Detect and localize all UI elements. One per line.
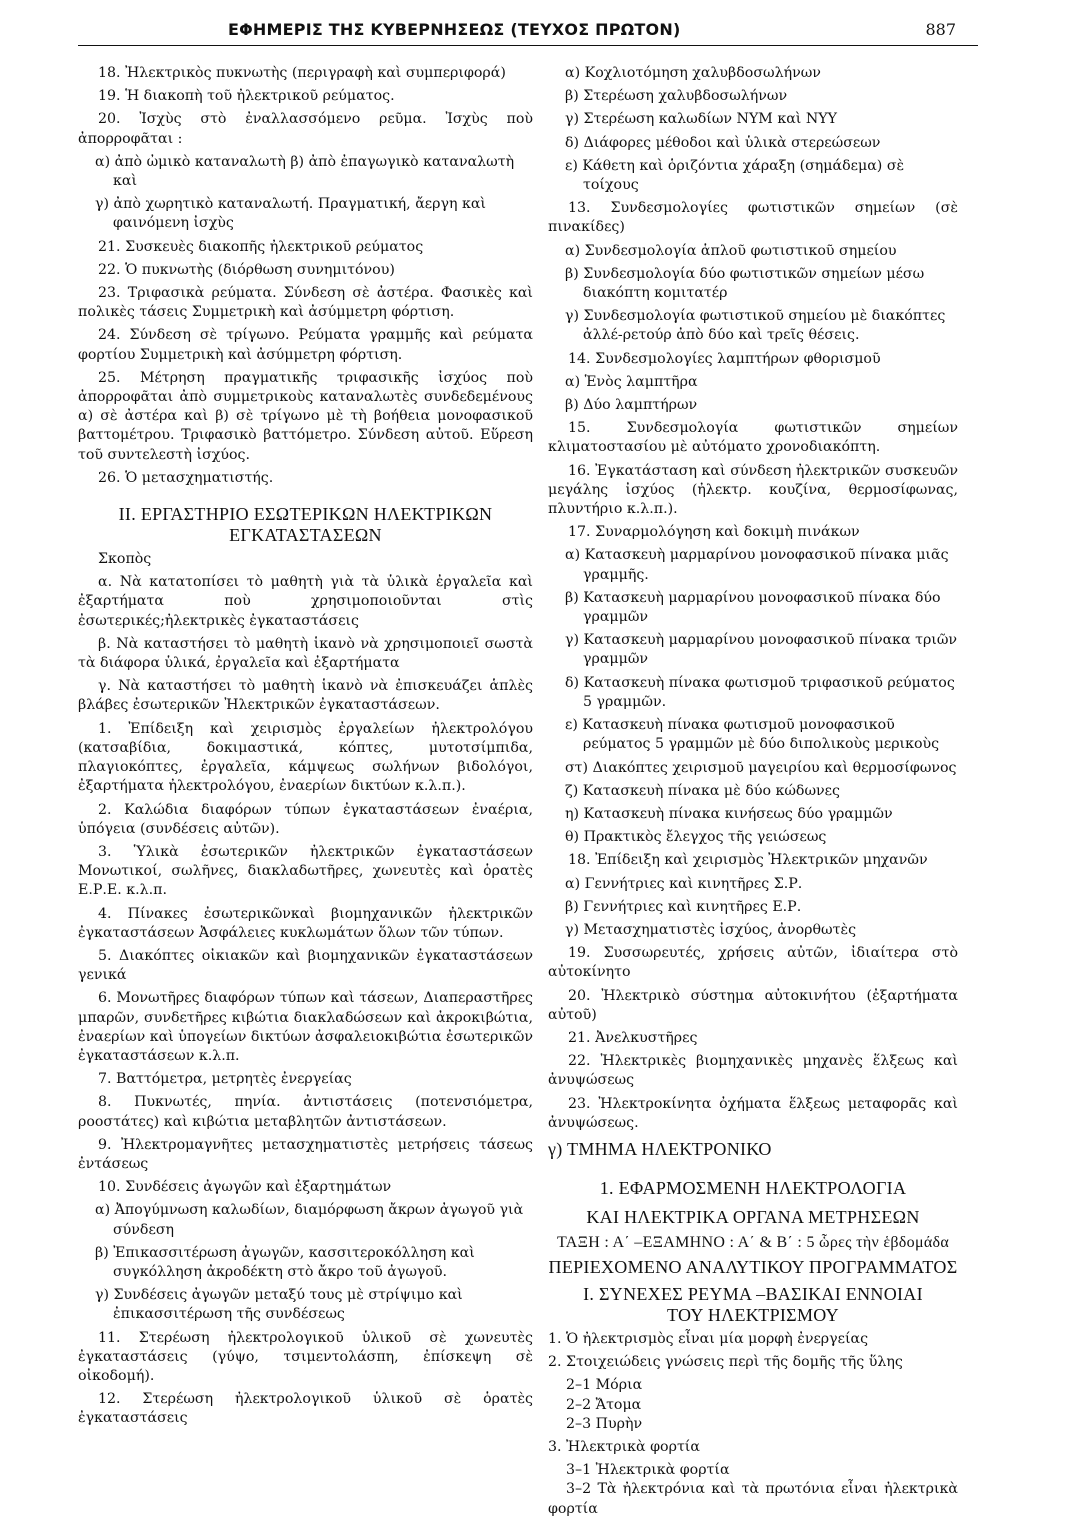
paragraph: 12. Στερέωση ἠλεκτρολογικοῦ ὑλικοῦ σὲ ὁρατὲς ἐγκαταστάσεις xyxy=(78,1391,533,1427)
paragraph: 15. Συνδεσμολογία φωτιστικῶν σημείων κλιματοστασίου μὲ αὐτόματο χρονοδιακόπτη. xyxy=(548,420,958,456)
list-item: β) Στερέωση χαλυβδοσωλήνων xyxy=(565,88,788,105)
list-item: α) Κατασκευὴ μαρμαρίνου μονοφασικοῦ πίνακα μιᾶς γραμμῆς. xyxy=(565,547,949,583)
paragraph: 4. Πίνακες ἐσωτερικῶνκαὶ βιομηχανικῶν ἠλεκτρικῶν ἐγκαταστάσεων Ἀσφάλειες κυκλωμάτων ὅλων τῶν τύπων. xyxy=(78,905,533,941)
paragraph: 20. Ἰσχὺς στὸ ἐναλλασσόμενο ρεῦμα. Ἰσχὺς ποὺ ἀπορροφᾶται : xyxy=(78,111,533,147)
paragraph: 3. Ὑλικὰ ἐσωτερικῶν ἠλεκτρικῶν ἐγκαταστάσεων Μονωτικοί, σωλῆνες, διακλαδωτῆρες, χωνευτὲς καὶ ὁρατὲς Ε.Ρ.Ε. κ.λ.π. xyxy=(78,843,533,899)
paragraph: 18. Ἐπίδειξη καὶ χειρισμὸς Ἠλεκτρικῶν μηχανῶν xyxy=(568,852,928,869)
list-item: ε) Κατασκευὴ πίνακα φωτισμοῦ μονοφασικοῦ ρεύματος 5 γραμμῶν μὲ δύο διπολικοὺς μερικοὺς xyxy=(565,717,940,753)
paragraph: 1. Ὁ ἠλεκτρισμὸς εἶναι μία μορφὴ ἐνεργείας xyxy=(548,1330,869,1347)
subject-heading: 1. ΕΦΑΡΜΟΣΜΕΝΗ ΗΛΕΚΤΡΟΛΟΓΙΑ xyxy=(599,1177,907,1198)
page-number: 887 xyxy=(925,20,956,39)
page-header xyxy=(78,20,978,44)
section-heading: γ) ΤΜΗΜΑ ΗΛΕΚΤΡΟΝΙΚΟ xyxy=(548,1138,772,1159)
list-item: θ) Πρακτικὸς ἔλεγχος τῆς γειώσεως xyxy=(565,829,827,846)
list-item: στ) Διακόπτες χειρισμοῦ μαγειρίου καὶ θερμοσίφωνος xyxy=(565,759,957,776)
paragraph: 24. Σύνδεση σὲ τρίγωνο. Ρεύματα γραμμῆς καὶ ρεύματα φορτίου Συμμετρικὴ καὶ ἀσύμμετρη φόρτιση. xyxy=(78,327,533,363)
section-heading: ΙΙ. ΕΡΓΑΣΤΗΡΙΟ ΕΣΩΤΕΡΙΚΩΝ ΗΛΕΚΤΡΙΚΩΝ xyxy=(118,504,493,525)
right-column xyxy=(548,64,958,1519)
list-item: γ) Στερέωση καλωδίων NYM καὶ NYY xyxy=(565,111,838,128)
paragraph: γ. Νὰ καταστήσει τὸ μαθητὴ ἱκανὸ νὰ ἐπισκευάζει ἁπλὲς βλάβες ἐσωτερικῶν Ἠλεκτρικῶν ἐγκαταστάσεων. xyxy=(78,678,533,714)
paragraph: 18. Ἠλεκτρικὸς πυκνωτὴς (περιγραφὴ καὶ συμπεριφορά) xyxy=(98,65,506,81)
program-heading: ΠΕΡΙΕΧΟΜΕΝΟ ΑΝΑΛΥΤΙΚΟΥ ΠΡΟΓΡΑΜΜΑΤΟΣ xyxy=(548,1256,958,1277)
list-item: η) Κατασκευὴ πίνακα κινήσεως δύο γραμμῶν xyxy=(565,805,893,822)
paragraph: 25. Μέτρηση πραγματικῆς τριφασικῆς ἰσχύος ποὺ ἀπορροφᾶται ἀπὸ συμμετρικοὺς καταναλωτὲς συνδεδεμένους α) σὲ ἀστέρα καὶ β) σὲ τρίγωνο μὲ τὴ βοήθεια μονοφασικοῦ βαττομέτρου. Τριφασικὸ βαττόμετρο. Σύνδεση αὐτοῦ. Εὕρεση τοῦ συντελεστὴ ἰσχύος. xyxy=(78,369,533,463)
list-item: γ) ἀπὸ χωρητικὸ καταναλωτή. Πραγματική, ἄεργη καὶ φαινόμενη ἰσχὺς xyxy=(95,196,486,232)
paragraph: 13. Συνδεσμολογίες φωτιστικῶν σημείων (σὲ πινακίδες) xyxy=(548,200,958,236)
paragraph: 2. Στοιχειώδεις γνώσεις περὶ τῆς δομῆς τῆς ὕλης xyxy=(548,1354,903,1371)
list-item: δ) Κατασκευὴ πίνακα φωτισμοῦ τριφασικοῦ ρεύματος 5 γραμμῶν. xyxy=(565,674,955,710)
paragraph: 1. Ἐπίδειξη καὶ χειρισμὸς ἐργαλείων ἠλεκτρολόγου (κατσαβίδια, δοκιμαστικά, κόπτες, μυτοτσίμπιδα, πλαγιοκόπτες, ἐργαλεῖα, κάμψεως σωλήνων βιδολόγοι, ἐξαρτήματα ἠλεκτρολόγου, ἐναερίων δικτύων κ.λ.π.). xyxy=(78,720,533,795)
chapter-heading-continued: ΤΟΥ ΗΛΕΚΤΡΙΣΜΟΥ xyxy=(667,1304,839,1325)
paragraph: 22. Ἠλεκτρικὲς βιομηχανικὲς μηχανὲς ἕλξεως καὶ ἀνυψώσεως xyxy=(548,1053,958,1089)
list-item: 3–1 Ἠλεκτρικὰ φορτία xyxy=(566,1462,730,1479)
paragraph: α. Νὰ κατατοπίσει τὸ μαθητὴ γιὰ τὰ ὑλικὰ ἐργαλεῖα καὶ ἐξαρτήματα ποὺ χρησιμοποιοῦνται στὶς ἐσωτερικές;ἠλεκτρικὲς ἐγκαταστάσεις xyxy=(78,574,533,629)
paragraph: 20. Ἠλεκτρικὸ σύστημα αὐτοκινήτου (ἐξαρτήματα αὐτοῦ) xyxy=(548,987,958,1023)
list-item: β) Γεννήτριες καὶ κινητῆρες Ε.Ρ. xyxy=(565,898,802,915)
list-item: 2–1 Μόρια xyxy=(566,1377,643,1394)
chapter-heading: Ι. ΣΥΝΕΧΕΣ ΡΕΥΜΑ –ΒΑΣΙΚΑΙ ΕΝΝΟΙΑΙ xyxy=(583,1283,923,1304)
list-item: δ) Διάφορες μέθοδοι καὶ ὑλικὰ στερεώσεων xyxy=(565,134,881,151)
subject-heading-continued: ΚΑΙ ΗΛΕΚΤΡΙΚΑ ΟΡΓΑΝΑ ΜΕΤΡΗΣΕΩΝ xyxy=(586,1206,920,1227)
list-item: γ) Συνδεσμολογία φωτιστικοῦ σημείου μὲ διακόπτες ἀλλέ-ρετούρ ἀπὸ δύο καὶ τρεῖς θέσεις. xyxy=(565,308,946,344)
list-item: β) Συνδεσμολογία δύο φωτιστικῶν σημείων μέσω διακόπτη κομιτατέρ xyxy=(565,265,925,302)
list-item: 3–2 Τὰ ἠλεκτρόνια καὶ τὰ πρωτόνια εἶναι ἠλεκτρικὰ φορτία xyxy=(548,1481,958,1517)
list-item: γ) Μετασχηματιστὲς ἰσχύος, ἀνορθωτὲς xyxy=(565,921,857,938)
list-item: γ) Κατασκευὴ μαρμαρίνου μονοφασικοῦ πίνακα τριῶν γραμμῶν xyxy=(565,632,958,668)
list-item: α) Κοχλιοτόμηση χαλυβδοσωλήνων xyxy=(565,65,821,81)
paragraph: 21. Συσκευὲς διακοπῆς ἠλεκτρικοῦ ρεύματος xyxy=(98,238,424,255)
paragraph: 19. Συσσωρευτές, χρήσεις αὐτῶν, ἰδιαίτερα στὸ αὐτοκίνητο xyxy=(548,945,958,981)
left-column xyxy=(78,64,533,1433)
list-item: 2–3 Πυρὴν xyxy=(566,1415,643,1432)
list-item: β) Δύο λαμπτήρων xyxy=(565,397,698,414)
paragraph: 9. Ἠλεκτρομαγνῆτες μετασχηματιστὲς μετρήσεις τάσεως ἐντάσεως xyxy=(78,1136,533,1172)
list-item: γ) Συνδέσεις ἀγωγῶν μεταξύ τους μὲ στρίψιμο καὶ ἐπικασσιτέρωση τῆς συνδέσεως xyxy=(95,1287,463,1323)
paragraph: β. Νὰ καταστήσει τὸ μαθητὴ ἱκανὸ νὰ χρησιμοποιεῖ σωστὰ τὰ διάφορα ὑλικά, ἐργαλεῖα καὶ ἐξαρτήματα xyxy=(78,635,533,672)
list-item: β) Κατασκευὴ μαρμαρίνου μονοφασικοῦ πίνακα δύο γραμμῶν xyxy=(565,589,941,626)
paragraph: 21. Ἀνελκυστῆρες xyxy=(568,1029,698,1046)
paragraph: 26. Ὁ μετασχηματιστής. xyxy=(98,469,274,486)
paragraph: 14. Συνδεσμολογίες λαμπτήρων φθορισμοῦ xyxy=(568,350,881,367)
header-rule xyxy=(78,45,978,46)
list-item: ε) Κάθετη καὶ ὁριζόντια χάραξη (σημάδεμα) σὲ τοίχους xyxy=(565,157,905,194)
subheading: Σκοπὸς xyxy=(98,551,152,568)
paragraph: 23. Τριφασικὰ ρεύματα. Σύνδεση σὲ ἀστέρα. Φασικὲς καὶ πολικὲς τάσεις Συμμετρικὴ καὶ ἀσύμμετρη φόρτιση. xyxy=(78,285,533,321)
paragraph: 5. Διακόπτες οἰκιακῶν καὶ βιομηχανικῶν ἐγκαταστάσεων γενικά xyxy=(78,947,533,984)
list-item: α) Συνδεσμολογία ἁπλοῦ φωτιστικοῦ σημείου xyxy=(565,242,897,259)
list-item: α) Γεννήτριες καὶ κινητῆρες Σ.Ρ. xyxy=(565,875,803,892)
paragraph: 7. Βαττόμετρα, μετρητὲς ἐνεργείας xyxy=(98,1071,352,1088)
list-item: α) ἀπὸ ὠμικὸ καταναλωτὴ β) ἀπὸ ἐπαγωγικὸ καταναλωτὴ καὶ xyxy=(95,153,515,190)
journal-title: ΕΦΗΜΕΡΙΣ ΤΗΣ ΚΥΒΕΡΝΗΣΕΩΣ (ΤΕΥΧΟΣ ΠΡΩΤΟΝ) xyxy=(228,20,681,39)
paragraph: 6. Μονωτῆρες διαφόρων τύπων καὶ τάσεων, Διαπεραστῆρες μπαρῶν, συνδετῆρες κιβώτια διακλαδώσεων καὶ ἀκροκιβώτια, ἐναερίων καὶ ὑπογείων δικτύων ἀσφαλειοκιβώτια ἐσωτερικῶν ἐγκαταστάσεων κ.λ.π. xyxy=(78,990,533,1064)
list-item: α) Ἀπογύμνωση καλωδίων, διαμόρφωση ἄκρων ἀγωγοῦ γιὰ σύνδεση xyxy=(95,1202,524,1238)
section-heading-continued: ΕΓΚΑΤΑΣΤΑΣΕΩΝ xyxy=(229,525,382,546)
paragraph: 8. Πυκνωτές, πηνία. ἀντιστάσεις (ποτενσιόμετρα, ροοστάτες) καὶ κιβώτια μεταβλητῶν ἀντιστάσεων. xyxy=(78,1094,533,1130)
paragraph: 3. Ἠλεκτρικὰ φορτία xyxy=(548,1438,700,1455)
class-semester-line: ΤΑΞΗ : Α΄ –ΕΞΑΜΗΝΟ : Α΄ & Β΄ : 5 ὧρες τὴν ἑβδομάδα xyxy=(556,1233,950,1251)
list-item: α) Ἑνὸς λαμπτῆρα xyxy=(565,373,698,390)
paragraph: 11. Στερέωση ἠλεκτρολογικοῦ ὑλικοῦ σὲ χωνευτὲς ἐγκαταστάσεις (γύψο, τσιμεντολάσπη, ἐπίσκεψη σὲ οἰκοδομή). xyxy=(78,1329,533,1384)
list-item: β) Ἐπικασσιτέρωση ἀγωγῶν, κασσιτεροκόλληση καὶ συγκόλληση ἀκροδέκτη στὸ ἄκρο τοῦ ἀγωγοῦ. xyxy=(95,1244,475,1280)
list-item: 2–2 Ἄτομα xyxy=(566,1396,642,1413)
paragraph: 10. Συνδέσεις ἀγωγῶν καὶ ἐξαρτημάτων xyxy=(98,1179,392,1196)
paragraph: 23. Ἠλεκτροκίνητα ὀχήματα ἕλξεως μεταφορᾶς καὶ ἀνυψώσεως. xyxy=(548,1095,958,1131)
paragraph: 2. Καλώδια διαφόρων τύπων ἐγκαταστάσεων ἐναέρια, ὑπόγεια (συνδέσεις αὐτῶν). xyxy=(78,801,533,837)
paragraph: 22. Ὁ πυκνωτὴς (διόρθωση συνημιτόνου) xyxy=(98,261,395,278)
list-item: ζ) Κατασκευὴ πίνακα μὲ δύο κώδωνες xyxy=(565,782,840,799)
paragraph: 17. Συναρμολόγηση καὶ δοκιμὴ πινάκων xyxy=(568,524,860,541)
paragraph: 16. Ἐγκατάσταση καὶ σύνδεση ἠλεκτρικῶν συσκευῶν μεγάλης ἰσχύος (ἠλεκτρ. κουζίνα, θερμοσίφωνας, πλυντήριο κ.λ.π.). xyxy=(548,462,958,518)
paragraph: 19. Ἡ διακοπὴ τοῦ ἠλεκτρικοῦ ρεύματος. xyxy=(98,88,395,105)
